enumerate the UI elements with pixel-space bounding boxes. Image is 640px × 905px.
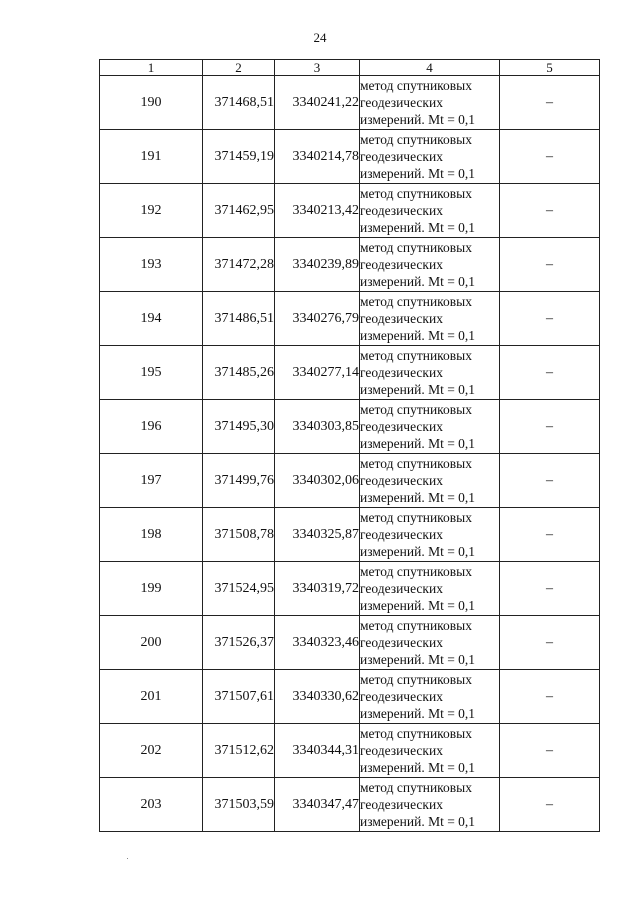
note-cell: – — [500, 508, 600, 562]
table-row — [100, 778, 600, 832]
method-line: измерений. Mt = 0,1 — [360, 436, 476, 451]
method-cell — [360, 76, 500, 130]
method-line: метод спутниковых — [360, 564, 472, 579]
column-header: 3 — [275, 60, 360, 76]
x-coordinate-cell: 371462,95 — [203, 184, 275, 238]
method-line: измерений. Mt = 0,1 — [360, 274, 476, 289]
x-coordinate-cell: 371472,28 — [203, 238, 275, 292]
table-row — [100, 670, 600, 724]
method-cell — [360, 670, 500, 724]
note-cell: – — [500, 130, 600, 184]
x-coordinate-cell: 371526,37 — [203, 616, 275, 670]
x-coordinate-cell: 371507,61 — [203, 670, 275, 724]
column-header: 1 — [100, 60, 203, 76]
method-cell — [360, 400, 500, 454]
point-number-cell: 199 — [100, 562, 203, 616]
y-coordinate-cell: 3340344,31 — [275, 724, 360, 778]
method-line: измерений. Mt = 0,1 — [360, 760, 476, 775]
method-line: измерений. Mt = 0,1 — [360, 652, 476, 667]
method-line: метод спутниковых — [360, 294, 472, 309]
method-line: метод спутниковых — [360, 402, 472, 417]
column-header: 4 — [360, 60, 500, 76]
method-cell — [360, 724, 500, 778]
point-number-cell: 198 — [100, 508, 203, 562]
x-coordinate-cell: 371503,59 — [203, 778, 275, 832]
y-coordinate-cell: 3340276,79 — [275, 292, 360, 346]
y-coordinate-cell: 3340323,46 — [275, 616, 360, 670]
point-number-cell: 193 — [100, 238, 203, 292]
table-row — [100, 184, 600, 238]
point-number-cell: 202 — [100, 724, 203, 778]
table-row — [100, 130, 600, 184]
method-line: измерений. Mt = 0,1 — [360, 220, 476, 235]
method-cell — [360, 130, 500, 184]
method-cell — [360, 562, 500, 616]
x-coordinate-cell: 371459,19 — [203, 130, 275, 184]
point-number-cell: 203 — [100, 778, 203, 832]
y-coordinate-cell: 3340319,72 — [275, 562, 360, 616]
note-cell: – — [500, 616, 600, 670]
method-line: геодезических — [360, 95, 443, 110]
note-cell: – — [500, 400, 600, 454]
point-number-cell: 196 — [100, 400, 203, 454]
y-coordinate-cell: 3340330,62 — [275, 670, 360, 724]
method-cell — [360, 454, 500, 508]
method-line: геодезических — [360, 635, 443, 650]
note-cell: – — [500, 76, 600, 130]
method-line: измерений. Mt = 0,1 — [360, 544, 476, 559]
table-row — [100, 238, 600, 292]
y-coordinate-cell: 3340277,14 — [275, 346, 360, 400]
note-cell: – — [500, 346, 600, 400]
method-line: измерений. Mt = 0,1 — [360, 112, 476, 127]
page-number: 24 — [313, 30, 327, 45]
method-line: геодезических — [360, 581, 443, 596]
point-number-cell: 195 — [100, 346, 203, 400]
method-line: геодезических — [360, 203, 443, 218]
method-line: геодезических — [360, 689, 443, 704]
table-row — [100, 346, 600, 400]
method-line: метод спутниковых — [360, 78, 472, 93]
point-number-cell: 201 — [100, 670, 203, 724]
method-line: метод спутниковых — [360, 132, 472, 147]
method-line: геодезических — [360, 743, 443, 758]
method-line: метод спутниковых — [360, 456, 472, 471]
column-header: 2 — [203, 60, 275, 76]
method-line: метод спутниковых — [360, 186, 472, 201]
note-cell: – — [500, 670, 600, 724]
point-number-cell: 200 — [100, 616, 203, 670]
method-line: геодезических — [360, 365, 443, 380]
method-line: геодезических — [360, 149, 443, 164]
method-line: метод спутниковых — [360, 348, 472, 363]
note-cell: – — [500, 454, 600, 508]
y-coordinate-cell: 3340239,89 — [275, 238, 360, 292]
point-number-cell: 197 — [100, 454, 203, 508]
scan-speck — [127, 858, 128, 859]
y-coordinate-cell: 3340241,22 — [275, 76, 360, 130]
point-number-cell: 190 — [100, 76, 203, 130]
method-line: измерений. Mt = 0,1 — [360, 490, 476, 505]
x-coordinate-cell: 371512,62 — [203, 724, 275, 778]
method-line: измерений. Mt = 0,1 — [360, 328, 476, 343]
x-coordinate-cell: 371468,51 — [203, 76, 275, 130]
method-line: геодезических — [360, 797, 443, 812]
method-line: измерений. Mt = 0,1 — [360, 166, 476, 181]
method-line: геодезических — [360, 311, 443, 326]
method-line: геодезических — [360, 257, 443, 272]
x-coordinate-cell: 371485,26 — [203, 346, 275, 400]
table-row — [100, 292, 600, 346]
note-cell: – — [500, 184, 600, 238]
method-cell — [360, 778, 500, 832]
method-line: геодезических — [360, 473, 443, 488]
method-line: измерений. Mt = 0,1 — [360, 706, 476, 721]
note-cell: – — [500, 292, 600, 346]
table-row — [100, 400, 600, 454]
method-line: метод спутниковых — [360, 618, 472, 633]
method-cell — [360, 184, 500, 238]
table-row — [100, 76, 600, 130]
method-line: метод спутниковых — [360, 726, 472, 741]
y-coordinate-cell: 3340303,85 — [275, 400, 360, 454]
note-cell: – — [500, 238, 600, 292]
method-line: измерений. Mt = 0,1 — [360, 598, 476, 613]
table-row — [100, 562, 600, 616]
table-row — [100, 724, 600, 778]
method-line: метод спутниковых — [360, 510, 472, 525]
note-cell: – — [500, 778, 600, 832]
point-number-cell: 191 — [100, 130, 203, 184]
method-cell — [360, 616, 500, 670]
y-coordinate-cell: 3340214,78 — [275, 130, 360, 184]
note-cell: – — [500, 724, 600, 778]
y-coordinate-cell: 3340347,47 — [275, 778, 360, 832]
method-line: измерений. Mt = 0,1 — [360, 814, 476, 829]
x-coordinate-cell: 371486,51 — [203, 292, 275, 346]
table-row — [100, 454, 600, 508]
method-cell — [360, 292, 500, 346]
method-cell — [360, 346, 500, 400]
method-line: геодезических — [360, 419, 443, 434]
y-coordinate-cell: 3340213,42 — [275, 184, 360, 238]
method-cell — [360, 508, 500, 562]
x-coordinate-cell: 371499,76 — [203, 454, 275, 508]
coordinates-table — [99, 59, 600, 832]
table-row — [100, 508, 600, 562]
point-number-cell: 194 — [100, 292, 203, 346]
table-row — [100, 616, 600, 670]
x-coordinate-cell: 371508,78 — [203, 508, 275, 562]
x-coordinate-cell: 371495,30 — [203, 400, 275, 454]
method-cell — [360, 238, 500, 292]
method-line: геодезических — [360, 527, 443, 542]
y-coordinate-cell: 3340302,06 — [275, 454, 360, 508]
method-line: метод спутниковых — [360, 240, 472, 255]
point-number-cell: 192 — [100, 184, 203, 238]
y-coordinate-cell: 3340325,87 — [275, 508, 360, 562]
note-cell: – — [500, 562, 600, 616]
method-line: метод спутниковых — [360, 780, 472, 795]
x-coordinate-cell: 371524,95 — [203, 562, 275, 616]
column-header: 5 — [500, 60, 600, 76]
method-line: метод спутниковых — [360, 672, 472, 687]
table-header-row — [100, 60, 600, 76]
method-line: измерений. Mt = 0,1 — [360, 382, 476, 397]
